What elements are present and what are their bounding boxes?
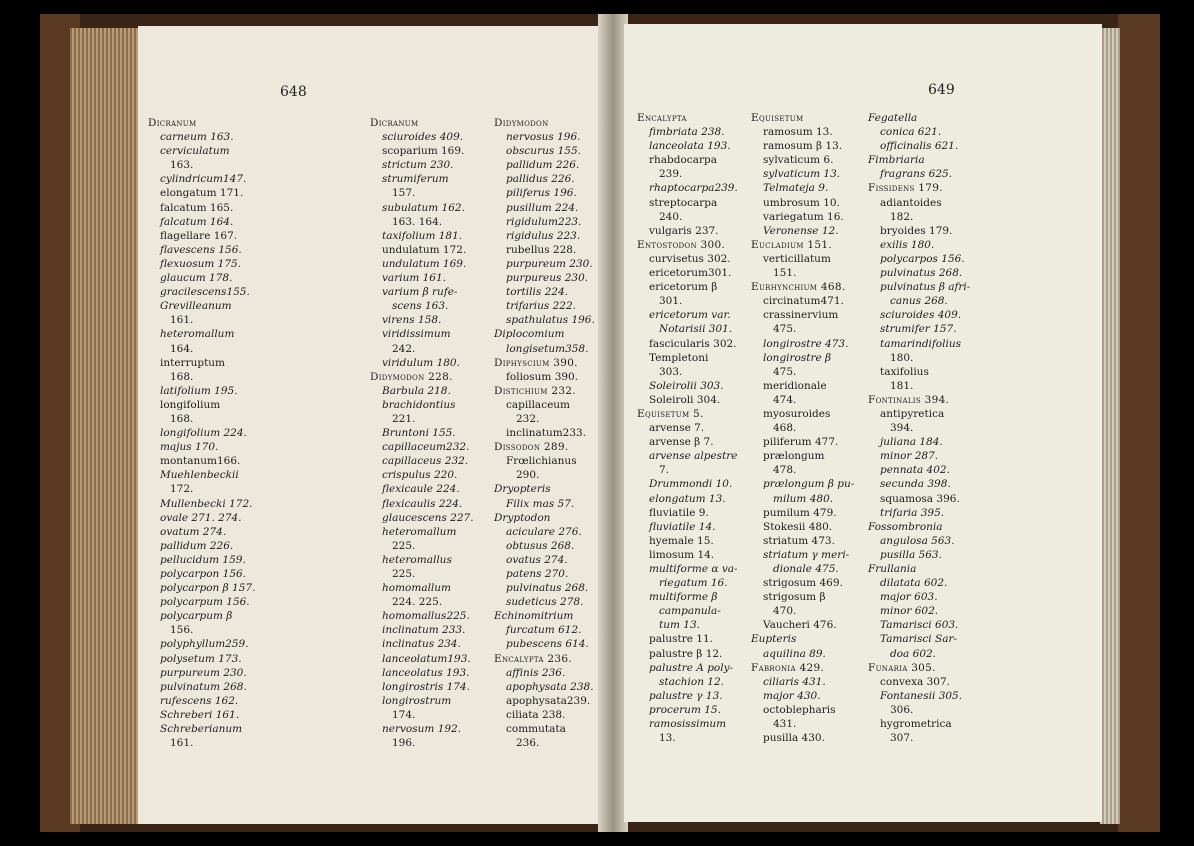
index-heading: Eurhynchium 468. bbox=[751, 281, 846, 294]
index-entry: longifolium 224. bbox=[160, 427, 247, 440]
index-entry: ciliaris 431. bbox=[763, 675, 826, 688]
index-entry: Eupteris bbox=[751, 633, 797, 646]
index-entry: officinalis 621. bbox=[880, 140, 959, 153]
index-entry: lanceolatum193. bbox=[382, 652, 471, 665]
index-entry: fascicularis 302. bbox=[649, 337, 737, 350]
index-entry: fluviatile 9. bbox=[649, 506, 709, 519]
index-entry: heteromallum bbox=[160, 328, 235, 341]
index-entry: polycarpum 156. bbox=[160, 596, 250, 609]
index-entry: inclinatus 234. bbox=[382, 638, 461, 651]
index-entry: piliferum 477. bbox=[763, 436, 839, 449]
index-entry: Stokesii 480. bbox=[763, 520, 833, 533]
index-entry: inclinatum 233. bbox=[382, 624, 466, 637]
index-entry: falcatum 165. bbox=[160, 201, 234, 214]
index-entry: palustre β 12. bbox=[649, 647, 723, 660]
index-entry: Tamarisci Sar- bbox=[880, 633, 958, 646]
index-entry: ericetorum301. bbox=[649, 267, 732, 280]
index-heading: Distichium 232. bbox=[494, 384, 576, 397]
index-entry: arvense 7. bbox=[649, 422, 705, 435]
index-entry: major 603. bbox=[880, 591, 938, 604]
index-entry: pallidus 226. bbox=[506, 173, 575, 186]
index-entry: exilis 180. bbox=[880, 238, 935, 251]
index-entry: 225. bbox=[392, 539, 416, 552]
index-entry: 468. bbox=[773, 422, 797, 435]
index-entry: polycarpos 156. bbox=[880, 252, 965, 265]
index-entry: taxifolius bbox=[880, 365, 929, 378]
index-entry: 303. bbox=[659, 365, 683, 378]
index-entry: pulvinatum 268. bbox=[160, 680, 247, 693]
index-entry: brachidontius bbox=[382, 398, 456, 411]
right-cover bbox=[1118, 14, 1160, 832]
index-entry: 242. bbox=[392, 342, 416, 355]
index-entry: stachion 12. bbox=[659, 675, 724, 688]
index-entry: varium β rufe- bbox=[382, 286, 458, 299]
index-entry: limosum 14. bbox=[649, 548, 715, 561]
index-entry: squamosa 396. bbox=[880, 492, 960, 505]
index-entry: sciuroides 409. bbox=[880, 309, 962, 322]
index-entry: convexa 307. bbox=[880, 675, 951, 688]
index-entry: Grevilleanum bbox=[160, 300, 232, 313]
index-entry: 13. bbox=[659, 732, 676, 745]
index-entry: ovatum 274. bbox=[160, 525, 227, 538]
index-entry: 306. bbox=[890, 703, 914, 716]
index-entry: ovale 271. 274. bbox=[160, 511, 242, 524]
index-entry: Schreberi 161. bbox=[160, 708, 240, 721]
index-entry: multiforme α va- bbox=[649, 563, 738, 575]
index-entry: Soleiroli 304. bbox=[649, 393, 721, 406]
index-entry: capillaceum bbox=[506, 398, 571, 411]
index-entry: undulatum 172. bbox=[382, 243, 467, 256]
index-entry: palustre A poly- bbox=[649, 661, 734, 674]
index-entry: sudeticus 278. bbox=[506, 596, 584, 609]
index-entry: 232. bbox=[516, 412, 540, 425]
index-entry: canus 268. bbox=[890, 295, 948, 308]
index-entry: nervosum 192. bbox=[382, 723, 462, 736]
index-entry: varium 161. bbox=[382, 272, 447, 285]
index-entry: striatum 473. bbox=[763, 534, 835, 547]
index-entry: lanceolatus 193. bbox=[382, 666, 470, 679]
index-entry: 172. bbox=[170, 483, 194, 496]
index-entry: fimbriata 238. bbox=[649, 126, 725, 139]
index-entry: curvisetus 302. bbox=[649, 252, 731, 265]
index-entry: 7. bbox=[659, 464, 670, 477]
index-entry: fluviatile 14. bbox=[649, 520, 716, 533]
index-entry: secunda 398. bbox=[880, 478, 951, 491]
index-column-3 bbox=[868, 111, 970, 745]
index-entry: ramosum β 13. bbox=[763, 140, 843, 153]
index-entry: pulvinatus 268. bbox=[506, 582, 589, 595]
index-entry: polysetum 173. bbox=[160, 652, 242, 665]
index-entry: rubellus 228. bbox=[506, 243, 577, 256]
index-heading: Entostodon 300. bbox=[637, 238, 726, 251]
index-entry: palustre 11. bbox=[649, 633, 713, 646]
index-entry: 161. bbox=[170, 737, 194, 750]
right-page-edges bbox=[1100, 28, 1120, 824]
index-entry: obtusus 268. bbox=[506, 539, 575, 552]
index-entry: octoblepharis bbox=[763, 703, 836, 716]
index-entry: pumilum 479. bbox=[763, 506, 837, 519]
index-entry: variegatum 16. bbox=[763, 210, 844, 223]
index-entry: doa 602. bbox=[890, 647, 937, 660]
index-entry: crispulus 220. bbox=[382, 469, 458, 482]
index-heading: Fissidens 179. bbox=[868, 182, 943, 195]
index-heading: Didymodon bbox=[494, 117, 549, 129]
index-entry: Filix mas 57. bbox=[506, 497, 575, 510]
index-entry: flagellare 167. bbox=[160, 229, 238, 242]
index-entry: purpureum 230. bbox=[160, 666, 247, 679]
index-entry: purpureus 230. bbox=[506, 272, 589, 285]
index-entry: hyemale 15. bbox=[649, 534, 714, 547]
index-entry: Vaucheri 476. bbox=[763, 619, 837, 632]
index-entry: ramosissimum bbox=[649, 718, 727, 731]
index-heading: Dicranum bbox=[148, 117, 197, 129]
index-entry: 157. bbox=[392, 187, 416, 200]
index-entry: hygrometrica bbox=[880, 718, 952, 731]
index-entry: longirostre β bbox=[763, 351, 832, 364]
index-entry: Dryptodon bbox=[494, 511, 551, 524]
index-heading: Didymodon 228. bbox=[370, 370, 453, 383]
index-entry: conica 621. bbox=[880, 126, 942, 139]
index-entry: fragrans 625. bbox=[880, 168, 953, 181]
index-entry: major 430. bbox=[763, 689, 821, 702]
index-entry: pulvinatus β afri- bbox=[880, 281, 971, 294]
index-entry: cylindricum147. bbox=[160, 173, 247, 186]
index-entry: cerviculatum bbox=[160, 145, 230, 158]
index-entry: Telmateja 9. bbox=[763, 182, 829, 195]
index-entry: pusillum 224. bbox=[506, 201, 579, 214]
index-entry: campanula- bbox=[659, 605, 721, 618]
index-entry: palustre γ 13. bbox=[649, 689, 723, 702]
index-entry: minor 602. bbox=[880, 605, 939, 618]
index-column-3 bbox=[494, 116, 595, 750]
index-entry: tamarindifolius bbox=[880, 337, 961, 350]
index-heading: Equisetum bbox=[751, 112, 804, 124]
index-entry: 163. 164. bbox=[392, 215, 443, 228]
index-entry: 236. bbox=[516, 737, 540, 750]
index-entry: 182. bbox=[890, 210, 914, 223]
index-entry: spathulatus 196. bbox=[506, 314, 595, 327]
index-entry: 180. bbox=[890, 351, 914, 364]
index-entry: ovatus 274. bbox=[506, 553, 568, 566]
index-entry: 196. bbox=[392, 737, 416, 750]
index-heading: Diphyscium 390. bbox=[494, 356, 578, 369]
index-entry: 470. bbox=[773, 605, 797, 618]
index-entry: 156. bbox=[170, 624, 194, 637]
index-entry: 475. bbox=[773, 323, 797, 336]
index-entry: scens 163. bbox=[392, 300, 449, 313]
index-entry: dionale 475. bbox=[773, 563, 839, 575]
index-entry: homomallum bbox=[382, 582, 452, 595]
index-entry: sylvaticum 13. bbox=[763, 168, 841, 181]
index-entry: aquilina 89. bbox=[763, 647, 826, 660]
index-entry: sciuroides 409. bbox=[382, 131, 464, 144]
index-entry: pusilla 430. bbox=[763, 732, 825, 745]
index-entry: Fimbriaria bbox=[868, 154, 925, 167]
index-entry: Barbula 218. bbox=[382, 384, 451, 397]
index-entry: commutata bbox=[506, 723, 566, 736]
index-entry: meridionale bbox=[763, 379, 827, 392]
index-entry: longifolium bbox=[160, 398, 221, 411]
index-entry: umbrosum 10. bbox=[763, 196, 840, 209]
index-entry: scoparium 169. bbox=[382, 145, 465, 158]
index-entry: Notarisii 301. bbox=[659, 323, 733, 336]
index-entry: rhabdocarpa bbox=[649, 154, 717, 167]
index-entry: obscurus 155. bbox=[506, 145, 581, 158]
index-entry: flexicaule 224. bbox=[382, 483, 460, 496]
index-entry: 151. bbox=[773, 267, 797, 280]
index-entry: Schreberianum bbox=[160, 723, 243, 736]
index-entry: trifaria 395. bbox=[880, 506, 945, 519]
index-entry: 225. bbox=[392, 568, 416, 580]
index-entry: glaucum 178. bbox=[160, 272, 233, 285]
index-entry: sylvaticum 6. bbox=[763, 154, 834, 167]
index-entry: adiantoides bbox=[880, 196, 942, 209]
index-entry: ciliata 238. bbox=[506, 708, 566, 721]
index-entry: 239. bbox=[659, 168, 683, 181]
index-entry: flavescens 156. bbox=[160, 243, 242, 256]
index-entry: 221. bbox=[392, 412, 416, 425]
index-entry: strigosum β bbox=[763, 591, 826, 604]
index-entry: flexicaulis 224. bbox=[382, 497, 463, 510]
index-heading: Funaria 305. bbox=[868, 661, 936, 674]
index-entry: viridissimum bbox=[382, 328, 451, 341]
index-entry: gracilescens155. bbox=[160, 286, 250, 299]
index-heading: Eucladium 151. bbox=[751, 238, 832, 251]
index-entry: Soleirolii 303. bbox=[649, 379, 724, 392]
index-entry: viridulum 180. bbox=[382, 356, 460, 369]
index-entry: arvense β 7. bbox=[649, 436, 714, 449]
index-entry: falcatum 164. bbox=[160, 215, 234, 228]
index-entry: foliosum 390. bbox=[506, 370, 579, 383]
index-entry: patens 270. bbox=[506, 568, 569, 580]
index-entry: Echinomitrium bbox=[494, 610, 574, 623]
index-entry: juliana 184. bbox=[880, 436, 943, 449]
index-entry: Dryopteris bbox=[494, 483, 551, 496]
index-entry: subulatum 162. bbox=[382, 201, 465, 214]
index-entry: Fegatella bbox=[868, 112, 918, 124]
index-entry: strictum 230. bbox=[382, 159, 454, 172]
index-entry: glaucescens 227. bbox=[382, 511, 474, 524]
index-entry: 163. bbox=[170, 159, 194, 172]
index-entry: elongatum 13. bbox=[649, 492, 726, 505]
page-number: 648 bbox=[280, 84, 307, 100]
index-entry: heteromallum bbox=[382, 525, 457, 538]
index-entry: 161. bbox=[170, 314, 194, 327]
index-entry: pubescens 614. bbox=[506, 638, 589, 651]
index-entry: 474. bbox=[773, 393, 797, 406]
index-entry: montanum166. bbox=[160, 455, 241, 468]
index-entry: 224. 225. bbox=[392, 596, 443, 609]
index-entry: circinatum471. bbox=[763, 295, 844, 308]
index-entry: interruptum bbox=[160, 356, 226, 369]
index-entry: prælongum bbox=[763, 450, 825, 463]
index-entry: procerum 15. bbox=[649, 703, 721, 716]
index-entry: arvense alpestre bbox=[649, 450, 738, 463]
index-entry: polycarpon 156. bbox=[160, 568, 247, 580]
index-entry: majus 170. bbox=[160, 441, 219, 454]
index-entry: antipyretica bbox=[880, 407, 945, 420]
index-entry: apophysata 238. bbox=[506, 680, 594, 693]
page-number: 649 bbox=[928, 82, 955, 98]
index-entry: aciculare 276. bbox=[506, 525, 582, 538]
index-entry: piliferus 196. bbox=[506, 187, 577, 200]
index-entry: milum 480. bbox=[773, 492, 834, 505]
index-entry: Veronense 12. bbox=[763, 224, 839, 237]
index-entry: vulgaris 237. bbox=[649, 224, 719, 237]
index-entry: 168. bbox=[170, 412, 194, 425]
index-heading: Fontinalis 394. bbox=[868, 393, 950, 406]
index-entry: 174. bbox=[392, 708, 416, 721]
index-entry: longirostris 174. bbox=[382, 680, 470, 693]
index-entry: rhaptocarpa239. bbox=[649, 182, 738, 195]
index-entry: 431. bbox=[773, 718, 797, 731]
index-entry: Drummondi 10. bbox=[649, 478, 733, 491]
index-entry: dilatata 602. bbox=[880, 577, 948, 590]
index-entry: Frullania bbox=[868, 563, 917, 575]
index-entry: Muehlenbeckii bbox=[160, 469, 239, 482]
index-entry: Mullenbecki 172. bbox=[160, 497, 253, 510]
index-entry: myosuroides bbox=[763, 407, 831, 420]
index-entry: ramosum 13. bbox=[763, 126, 833, 139]
index-entry: affinis 236. bbox=[506, 666, 566, 679]
index-entry: undulatum 169. bbox=[382, 257, 467, 270]
index-heading: Encalypta 236. bbox=[494, 652, 572, 665]
index-entry: nervosus 196. bbox=[506, 131, 581, 144]
index-entry: inclinatum233. bbox=[506, 427, 587, 440]
index-entry: longisetum358. bbox=[506, 342, 589, 355]
index-entry: crassinervium bbox=[763, 309, 839, 322]
left-page bbox=[138, 26, 616, 824]
index-entry: virens 158. bbox=[382, 314, 442, 327]
index-entry: Diplocomium bbox=[494, 328, 565, 341]
index-entry: Fossombronia bbox=[868, 520, 943, 533]
index-entry: longirostrum bbox=[382, 694, 452, 707]
index-entry: pellucidum 159. bbox=[160, 553, 246, 566]
index-entry: capillaceum232. bbox=[382, 441, 470, 454]
index-entry: lanceolata 193. bbox=[649, 140, 731, 153]
index-heading: Dicranum bbox=[370, 117, 419, 129]
index-entry: latifolium 195. bbox=[160, 384, 238, 397]
index-column-1 bbox=[637, 111, 738, 745]
index-entry: taxifolium 181. bbox=[382, 229, 463, 242]
index-entry: rufescens 162. bbox=[160, 694, 239, 707]
index-entry: riegatum 16. bbox=[659, 577, 728, 590]
index-entry: ericetorum var. bbox=[649, 309, 731, 322]
index-entry: multiforme β bbox=[649, 591, 718, 604]
index-entry: 181. bbox=[890, 379, 914, 392]
index-entry: capillaceus 232. bbox=[382, 455, 469, 468]
index-entry: 394. bbox=[890, 422, 914, 435]
index-entry: 307. bbox=[890, 732, 914, 745]
index-entry: strumifer 157. bbox=[880, 323, 957, 336]
index-entry: polycarpum β bbox=[160, 610, 233, 623]
index-entry: Frœlichianus bbox=[506, 455, 577, 468]
index-entry: pallidum 226. bbox=[506, 159, 580, 172]
index-entry: rigidulus 223. bbox=[506, 229, 581, 242]
index-entry: 475. bbox=[773, 365, 797, 378]
index-entry: elongatum 171. bbox=[160, 187, 244, 200]
index-entry: verticillatum bbox=[763, 252, 831, 265]
index-entry: Bruntoni 155. bbox=[382, 427, 456, 440]
index-entry: tum 13. bbox=[659, 619, 700, 632]
index-entry: ericetorum β bbox=[649, 281, 718, 294]
index-entry: strigosum 469. bbox=[763, 577, 843, 590]
index-column-1 bbox=[148, 116, 255, 750]
index-entry: furcatum 612. bbox=[506, 624, 582, 637]
index-entry: tortilis 224. bbox=[506, 286, 568, 299]
index-entry: minor 287. bbox=[880, 450, 939, 463]
index-entry: 168. bbox=[170, 370, 194, 383]
index-entry: striatum γ meri- bbox=[763, 548, 850, 561]
index-entry: longirostre 473. bbox=[763, 337, 849, 350]
index-entry: pallidum 226. bbox=[160, 539, 234, 552]
index-heading: Encalypta bbox=[637, 112, 687, 124]
index-entry: 301. bbox=[659, 295, 683, 308]
index-entry: Fontanesii 305. bbox=[880, 689, 963, 702]
index-entry: rigidulum223. bbox=[506, 215, 582, 228]
index-entry: purpureum 230. bbox=[506, 257, 593, 270]
index-entry: polycarpon β 157. bbox=[160, 582, 256, 595]
index-entry: strumiferum bbox=[382, 173, 449, 186]
index-entry: trifarius 222. bbox=[506, 300, 576, 313]
index-entry: homomallus225. bbox=[382, 610, 470, 623]
right-page bbox=[624, 24, 1102, 822]
index-entry: 478. bbox=[773, 464, 797, 477]
index-entry: 240. bbox=[659, 210, 683, 223]
index-entry: polyphyllum259. bbox=[160, 638, 249, 651]
index-entry: pennata 402. bbox=[880, 464, 950, 477]
index-entry: 290. bbox=[516, 469, 540, 482]
index-column-2 bbox=[370, 116, 474, 750]
index-entry: 164. bbox=[170, 342, 194, 355]
index-entry: pulvinatus 268. bbox=[880, 267, 963, 280]
index-heading: Fabronia 429. bbox=[751, 661, 825, 674]
index-entry: angulosa 563. bbox=[880, 534, 955, 547]
left-page-edges bbox=[70, 28, 140, 824]
index-entry: streptocarpa bbox=[649, 196, 718, 209]
index-entry: bryoides 179. bbox=[880, 224, 953, 237]
index-column-2 bbox=[751, 111, 854, 745]
index-heading: Dissodon 289. bbox=[494, 441, 569, 454]
index-heading: Equisetum 5. bbox=[637, 407, 704, 420]
index-entry: prælongum β pu- bbox=[763, 478, 855, 491]
index-entry: Templetoni bbox=[649, 351, 709, 364]
index-entry: carneum 163. bbox=[160, 131, 234, 144]
index-entry: Tamarisci 603. bbox=[880, 619, 959, 632]
index-entry: apophysata239. bbox=[506, 694, 591, 707]
index-entry: pusilla 563. bbox=[880, 548, 942, 561]
index-entry: flexuosum 175. bbox=[160, 257, 242, 270]
index-entry: heteromallus bbox=[382, 553, 452, 566]
